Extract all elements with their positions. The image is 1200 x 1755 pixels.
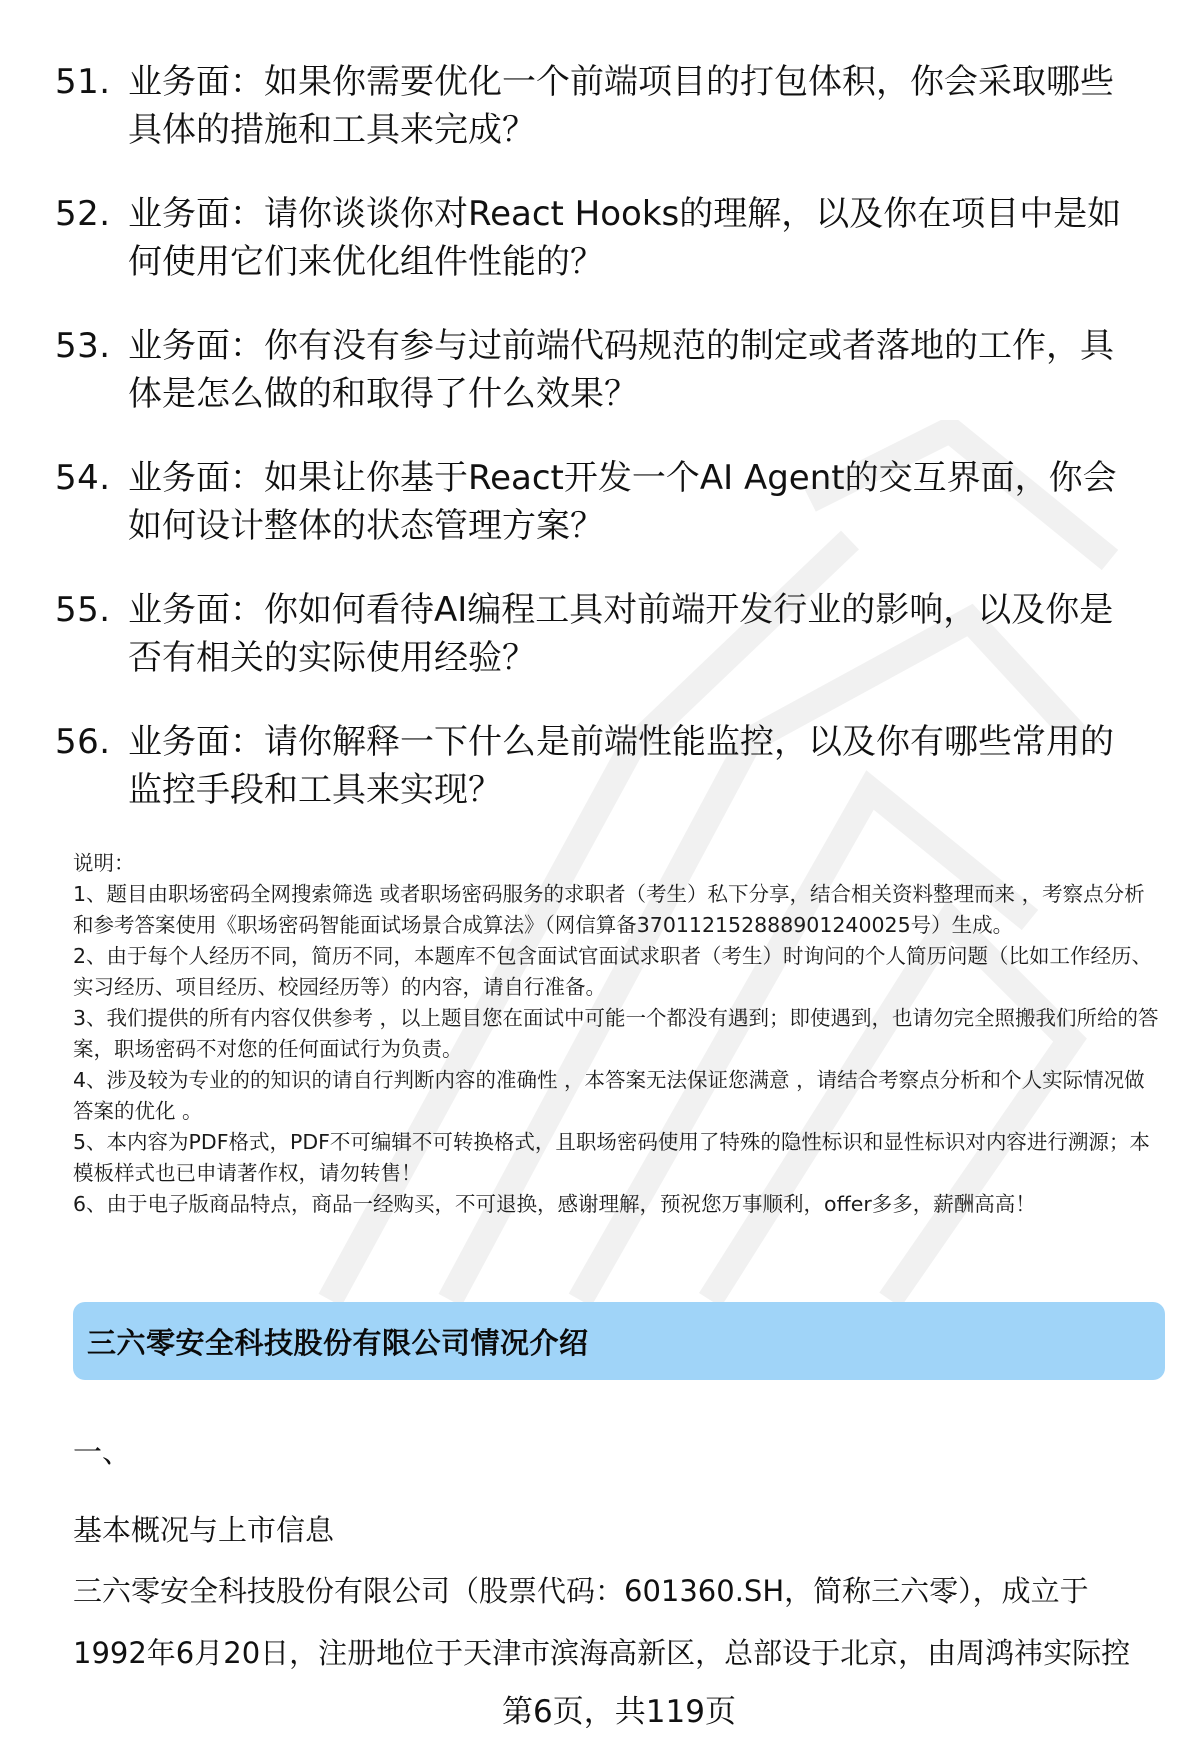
section-number: 一、 [73,1435,132,1469]
question-text: 业务面：请你谈谈你对React Hooks的理解，以及你在项目中是如何使用它们来优化组件性能的？ [128,194,1122,282]
banner-title: 三六零安全科技股份有限公司情况介绍 [87,1325,589,1360]
question-number: 54. [55,458,111,498]
paragraph-line: 三六零安全科技股份有限公司（股票代码：601360.SH，简称三六零），成立于 [73,1574,1089,1608]
question-text: 业务面：如果让你基于React开发一个AI Agent的交互界面，你会如何设计整体的状态管理方案？ [128,458,1117,546]
paragraph-line: 1992年6月20日，注册地位于天津市滨海高新区，总部设于北京，由周鸿祎实际控 [73,1636,1131,1670]
page-footer [0,1686,1200,1731]
question-item [55,718,1165,850]
section-heading: 基本概况与上市信息 [73,1513,335,1547]
note-item: 3、我们提供的所有内容仅供参考 ，以上题目您在面试中可能一个都没有遇到；即使遇到，也请勿完全照搬我们所给的答案，职场密码不对您的任何面试行为负责。 [73,1006,1159,1061]
question-item [55,190,1165,322]
notes-title: 说明： [73,851,135,875]
question-list [55,58,1165,850]
question-text: 业务面：如果你需要优化一个前端项目的打包体积，你会采取哪些具体的措施和工具来完成？ [128,62,1114,150]
question-item [55,322,1165,454]
question-item [55,58,1165,190]
note-item: 1、题目由职场密码全网搜索筛选 或者职场密码服务的求职者（考生）私下分享，结合相关资料整理而来 ，考察点分析和参考答案使用《职场密码智能面试场景合成算法》（网信算备370112152888901240025号）生成。 [73,882,1145,937]
company-intro-banner [73,1302,1165,1380]
question-number: 52. [55,194,111,234]
question-text: 业务面：请你解释一下什么是前端性能监控，以及你有哪些常用的监控手段和工具来实现？ [128,722,1114,810]
question-text: 业务面：你有没有参与过前端代码规范的制定或者落地的工作，具体是怎么做的和取得了什么效果？ [128,326,1114,414]
question-text: 业务面：你如何看待AI编程工具对前端开发行业的影响，以及你是否有相关的实际使用经验？ [128,590,1114,678]
question-number: 51. [55,62,111,102]
notes-section [73,848,1163,1220]
question-item [55,586,1165,718]
page-number-label: 第6页，共119页 [502,1694,736,1730]
question-number: 56. [55,722,111,762]
note-item: 5、本内容为PDF格式，PDF不可编辑不可转换格式，且职场密码使用了特殊的隐性标识和显性标识对内容进行溯源；本模板样式也已申请著作权，请勿转售！ [73,1130,1150,1185]
note-item: 6、由于电子版商品特点，商品一经购买，不可退换，感谢理解，预祝您万事顺利，offer多多，薪酬高高！ [73,1192,1036,1216]
question-number: 53. [55,326,111,366]
note-item: 4、涉及较为专业的的知识的请自行判断内容的准确性 ，本答案无法保证您满意 ，请结合考察点分析和个人实际情况做答案的优化 。 [73,1068,1145,1123]
note-item: 2、由于每个人经历不同，简历不同，本题库不包含面试官面试求职者（考生）时询问的个人简历问题（比如工作经历、实习经历、项目经历、校园经历等）的内容，请自行准备。 [73,944,1153,999]
question-item [55,454,1165,586]
section-paragraph [73,1560,1173,1684]
question-number: 55. [55,590,111,630]
